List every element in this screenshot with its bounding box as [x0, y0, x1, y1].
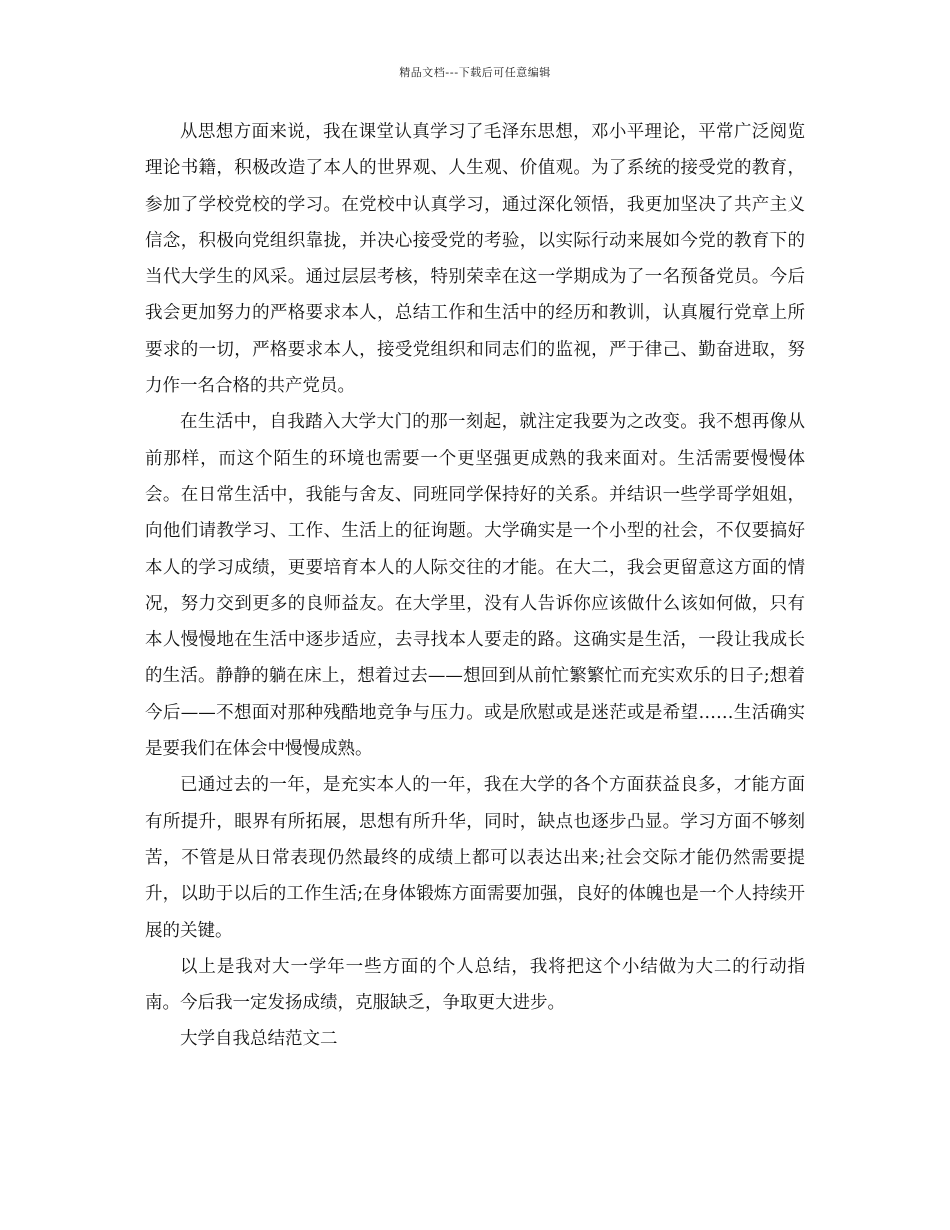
page-header: 精品文档---下载后可任意编辑 [399, 66, 551, 79]
section-title: 大学自我总结范文二 [180, 1029, 338, 1050]
paragraph-conclusion: 以上是我对大一学年一些方面的个人总结，我将把这个小结做为大二的行动指南。今后我一定发扬成绩，克服缺乏，争取更大进步。 [145, 956, 805, 1014]
paragraph-life: 在生活中，自我踏入大学大门的那一刻起，就注定我要为之改变。我不想再像从前那样，而这个陌生的环境也需要一个更坚强更成熟的我来面对。生活需要慢慢体会。在日常生活中，我能与舍友、同班同学保持好的关系。并结识一些学哥学姐姐，向他们请教学习、工作、生活上的征询题。大学确实是一个小型的社会，不仅要搞好本人的学习成绩，更要培育本人的人际交往的才能。在大二，我会更留意这方面的情况，努力交到更多的良师益友。在大学里，没有人告诉你应该做什么该如何做，只有本人慢慢地在生活中逐步适应，去寻找本人要走的路。这确实是生活，一段让我成长的生活。静静的躺在床上，想着过去——想回到从前忙繁繁忙而充实欢乐的日子;想着今后——不想面对那种残酷地竞争与压力。或是欣慰或是迷茫或是希望……生活确实是要我们在体会中慢慢成熟。 [145, 412, 805, 760]
paragraph-ideology: 从思想方面来说，我在课堂认真学习了毛泽东思想，邓小平理论，平常广泛阅览理论书籍，积极改造了本人的世界观、人生观、价值观。为了系统的接受党的教育，参加了学校党校的学习。在党校中认真学习，通过深化领悟，我更加坚决了共产主义信念，积极向党组织靠拢，并决心接受党的考验，以实际行动来展如今党的教育下的当代大学生的风采。通过层层考核，特别荣幸在这一学期成为了一名预备党员。今后我会更加努力的严格要求本人，总结工作和生活中的经历和教训，认真履行党章上所要求的一切，严格要求本人，接受党组织和同志们的监视，严于律己、勤奋进取，努力作一名合格的共产党员。 [145, 122, 805, 397]
document-body [145, 114, 805, 1058]
paragraph-past-year: 已通过去的一年，是充实本人的一年，我在大学的各个方面获益良多，才能方面有所提升，眼界有所拓展，思想有所升华，同时，缺点也逐步凸显。学习方面不够刻苦，不管是从日常表现仍然最终的成绩上都可以表达出来;社会交际才能仍然需要提升，以助于以后的工作生活;在身体锻炼方面需要加强，良好的体魄也是一个人持续开展的关键。 [145, 775, 805, 941]
